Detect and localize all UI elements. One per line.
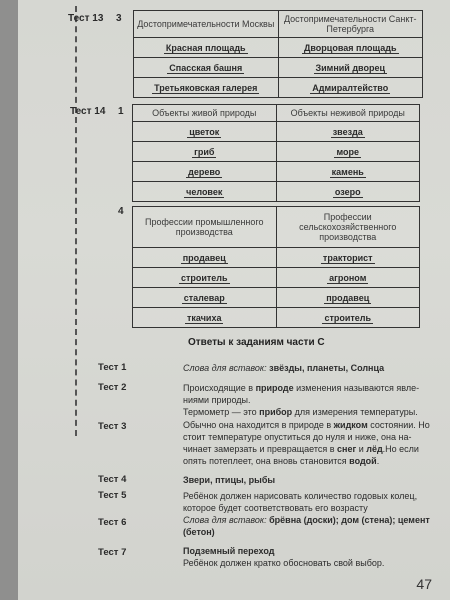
test13-cell: Адмиралтейство xyxy=(278,78,423,98)
test14-q4-number: 4 xyxy=(118,206,124,217)
test14-header-2: Объекты неживой природы xyxy=(276,105,420,122)
test14-table xyxy=(132,104,420,202)
test14-label: Тест 14 xyxy=(70,106,106,117)
partc-test3-answer: Обычно она находится в природе в жидком состоянии. Но стоит температуре опуститься до нуля и ниже, она на-чинает замерзать и превращается в снег и лёд.Но если опять потеплеет, она вновь становится водой. xyxy=(183,420,430,466)
test14-cell: цветок xyxy=(133,122,277,142)
test13-cell: Зимний дворец xyxy=(278,58,423,78)
test13-cell: Спасская башня xyxy=(134,58,279,78)
test14-cell: дерево xyxy=(133,162,277,182)
test13-table xyxy=(133,10,423,98)
partc-test2-label: Тест 2 xyxy=(98,382,127,393)
test14-q4-cell: строитель xyxy=(276,308,420,328)
test14-q4-cell: агроном xyxy=(276,268,420,288)
test13-cell: Красная площадь xyxy=(134,38,279,58)
partc-test3-label: Тест 3 xyxy=(98,421,127,432)
partc-test7-label: Тест 7 xyxy=(98,547,127,558)
part-c-title: Ответы к заданиям части С xyxy=(188,337,325,348)
test13-label: Тест 13 xyxy=(68,13,104,24)
test14-q4-table xyxy=(132,206,420,328)
test14-header-1: Объекты живой природы xyxy=(133,105,277,122)
book-page xyxy=(18,0,450,600)
test14-q4-cell: продавец xyxy=(133,248,277,268)
test14-cell: звезда xyxy=(276,122,420,142)
partc-test1-answer: Слова для вставок: звёзды, планеты, Солнца xyxy=(183,363,385,373)
test14-cell: камень xyxy=(276,162,420,182)
test14-q4-cell: продавец xyxy=(276,288,420,308)
test14-q4-header-1: Профессии промышленного производства xyxy=(133,207,277,248)
test13-question-number: 3 xyxy=(116,13,122,24)
test13-header-2: Достопримечательности Санкт-Петербурга xyxy=(278,11,423,38)
partc-test4-answer: Звери, птицы, рыбы xyxy=(183,475,276,485)
page-number: 47 xyxy=(416,576,432,592)
test14-q4-cell: ткачиха xyxy=(133,308,277,328)
dashed-cut-line xyxy=(75,6,77,436)
test14-cell: море xyxy=(276,142,420,162)
test13-header-1: Достопримечательности Москвы xyxy=(134,11,279,38)
partc-test1-label: Тест 1 xyxy=(98,362,127,373)
test14-q4-cell: сталевар xyxy=(133,288,277,308)
test14-cell: гриб xyxy=(133,142,277,162)
partc-test6-answer: Слова для вставок: брёвна (доски); дом (стена); цемент (бетон) xyxy=(183,515,430,537)
partc-test2-answer: Происходящие в природе изменения называются явле-ниями природы. Термометр — это прибор для измерения температуры. xyxy=(183,383,420,417)
partc-test5-answer: Ребёнок должен нарисовать количество годовых колец, которое будет соответствовать его возрасту xyxy=(183,491,418,513)
partc-test7-answer: Подземный переход Ребёнок должен кратко обосновать свой выбор. xyxy=(183,546,385,568)
partc-test6-label: Тест 6 xyxy=(98,517,127,528)
test14-q4-cell: тракторист xyxy=(276,248,420,268)
test13-cell: Дворцовая площадь xyxy=(278,38,423,58)
test14-cell: человек xyxy=(133,182,277,202)
test14-cell: озеро xyxy=(276,182,420,202)
partc-test4-label: Тест 4 xyxy=(98,474,127,485)
test14-q4-header-2: Профессии сельскохозяйственного производства xyxy=(276,207,420,248)
test14-question-number: 1 xyxy=(118,106,124,117)
partc-test5-label: Тест 5 xyxy=(98,490,127,501)
test14-q4-cell: строитель xyxy=(133,268,277,288)
test13-cell: Третьяковская галерея xyxy=(134,78,279,98)
